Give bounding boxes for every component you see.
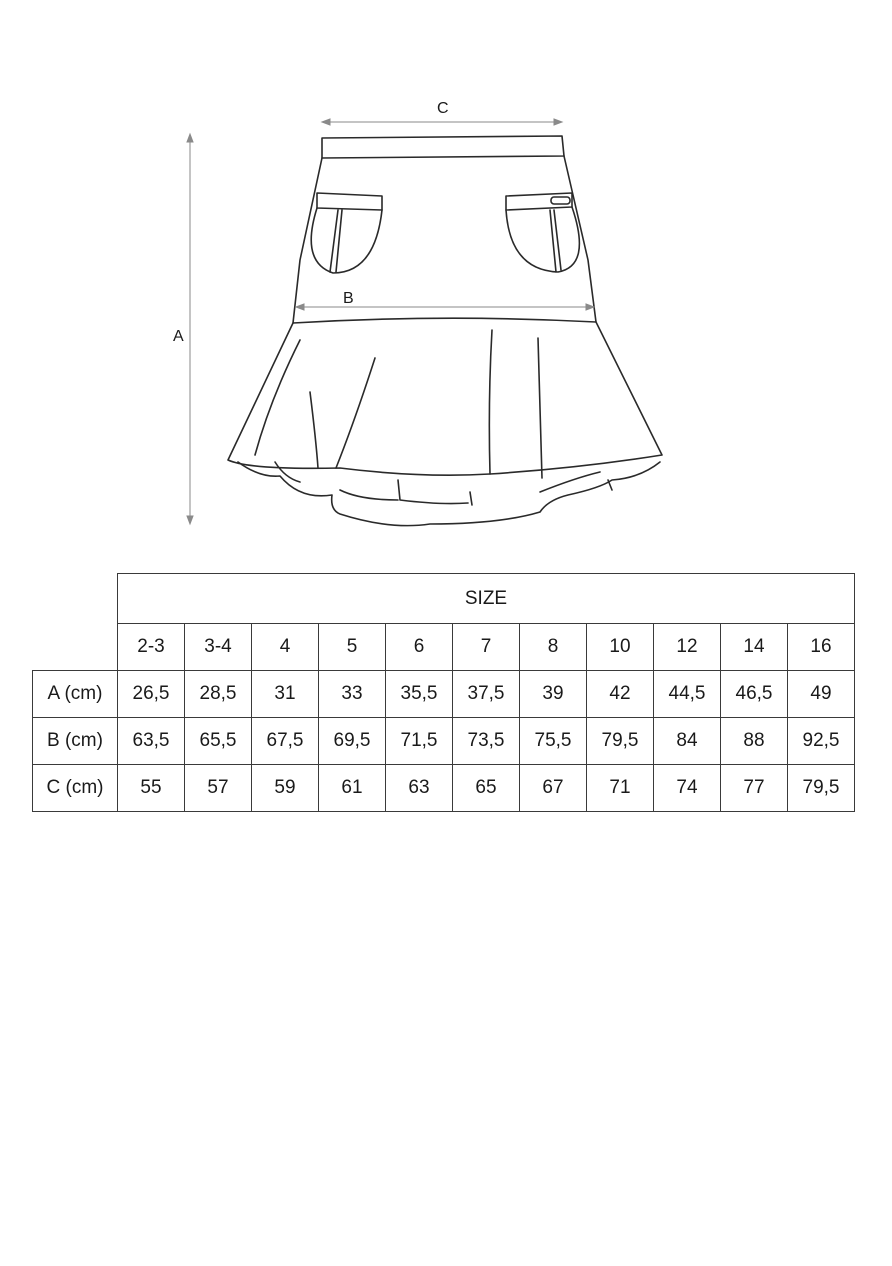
size-header-cell: 10	[587, 624, 654, 671]
table-cell: 46,5	[721, 671, 788, 718]
table-cell: 84	[654, 718, 721, 765]
waistband	[322, 136, 564, 158]
size-header-cell: 6	[386, 624, 453, 671]
table-cell: 26,5	[118, 671, 185, 718]
table-cell: 44,5	[654, 671, 721, 718]
table-cell: 35,5	[386, 671, 453, 718]
table-cell: 92,5	[788, 718, 855, 765]
table-cell: 77	[721, 765, 788, 812]
row-label: B (cm)	[33, 718, 118, 765]
dimension-label-c: C	[437, 100, 449, 117]
row-label: A (cm)	[33, 671, 118, 718]
table-cell: 79,5	[788, 765, 855, 812]
table-cell: 67	[520, 765, 587, 812]
table-cell: 71	[587, 765, 654, 812]
table-cell: 65	[453, 765, 520, 812]
table-row-c	[33, 765, 855, 812]
table-cell: 74	[654, 765, 721, 812]
size-header-cell: 14	[721, 624, 788, 671]
skirt-flare	[228, 322, 662, 475]
skirt-technical-drawing	[0, 0, 892, 560]
size-title-row	[33, 574, 855, 624]
size-header-cell: 16	[788, 624, 855, 671]
table-cell: 57	[185, 765, 252, 812]
size-header-cell: 3-4	[185, 624, 252, 671]
skirt-ruffle	[238, 462, 660, 526]
dimension-label-b: B	[343, 290, 354, 307]
size-chart-table	[32, 573, 855, 812]
table-cell: 61	[319, 765, 386, 812]
table-cell: 59	[252, 765, 319, 812]
table-cell: 28,5	[185, 671, 252, 718]
table-cell: 63	[386, 765, 453, 812]
left-pocket	[317, 193, 382, 210]
right-pocket	[506, 193, 572, 210]
table-cell: 39	[520, 671, 587, 718]
size-header-row	[33, 624, 855, 671]
table-cell: 65,5	[185, 718, 252, 765]
table-cell: 42	[587, 671, 654, 718]
size-header-cell: 4	[252, 624, 319, 671]
table-cell: 69,5	[319, 718, 386, 765]
size-header-cell: 7	[453, 624, 520, 671]
dimension-label-a: A	[173, 328, 184, 345]
row-label: C (cm)	[33, 765, 118, 812]
table-cell: 55	[118, 765, 185, 812]
table-cell: 71,5	[386, 718, 453, 765]
table-cell: 75,5	[520, 718, 587, 765]
table-cell: 63,5	[118, 718, 185, 765]
table-cell: 67,5	[252, 718, 319, 765]
empty-corner	[33, 574, 118, 624]
size-title: SIZE	[118, 574, 855, 624]
table-cell: 88	[721, 718, 788, 765]
size-header-cell: 12	[654, 624, 721, 671]
table-cell: 49	[788, 671, 855, 718]
table-row-a	[33, 671, 855, 718]
table-row-b	[33, 718, 855, 765]
size-header-cell: 2-3	[118, 624, 185, 671]
table-cell: 79,5	[587, 718, 654, 765]
table-cell: 31	[252, 671, 319, 718]
size-header-cell: 8	[520, 624, 587, 671]
empty-corner	[33, 624, 118, 671]
table-cell: 37,5	[453, 671, 520, 718]
size-header-cell: 5	[319, 624, 386, 671]
table-cell: 33	[319, 671, 386, 718]
table-cell: 73,5	[453, 718, 520, 765]
